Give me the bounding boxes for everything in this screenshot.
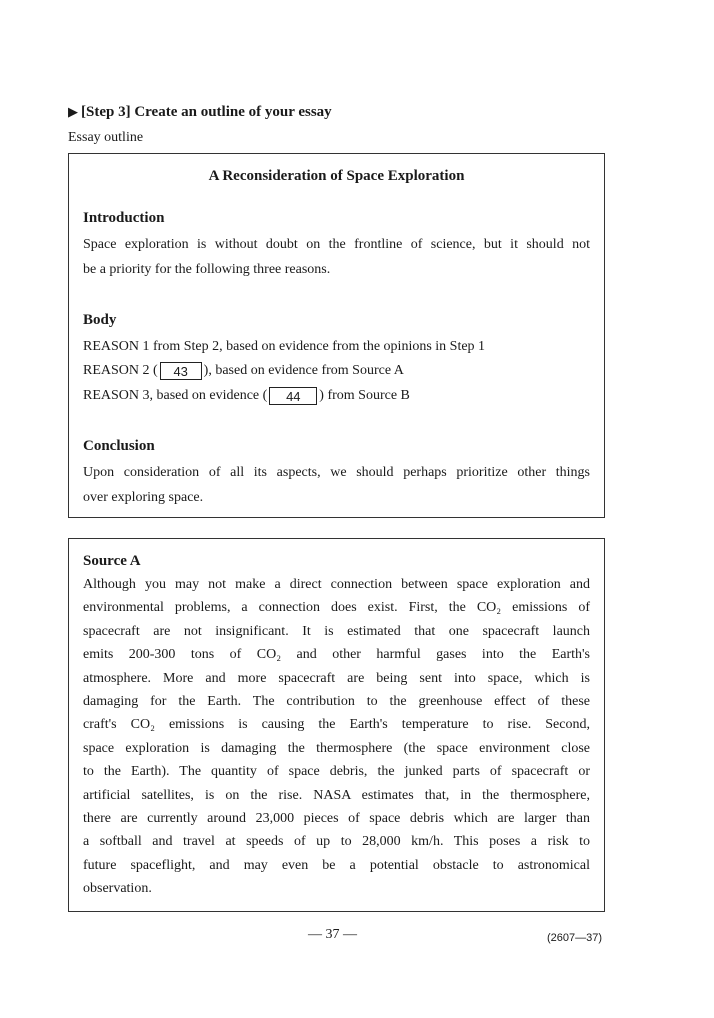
step-heading-text: [Step 3] Create an outline of your essay (81, 104, 332, 120)
source-a-line: space exploration is damaging the thermosphere (the space environment close (83, 740, 590, 756)
triangle-marker-icon: ▶ (68, 104, 78, 119)
answer-box-44[interactable]: 44 (269, 387, 317, 405)
answer-box-43[interactable]: 43 (160, 362, 202, 380)
source-a-line: atmosphere. More and more spacecraft are being sent into space, which is (83, 670, 590, 686)
source-a-line: craft's CO₂ emissions is causing the Earth's temperature to rise. Second, (83, 717, 590, 733)
source-a-line: Although you may not make a direct connection between space exploration and (83, 577, 590, 592)
essay-outline-label: Essay outline (68, 130, 144, 145)
reason-3-prefix: REASON 3, based on evidence ( (83, 388, 268, 404)
source-a-line: there are currently around 23,000 pieces of space debris which are larger than (83, 811, 590, 826)
body-heading: Body (83, 312, 117, 328)
source-a-line: environmental problems, a connection does exist. First, the CO₂ emissions of (83, 600, 590, 616)
source-a-line: to the Earth). The quantity of space debris, the junked parts of spacecraft or (83, 764, 590, 780)
reason-2 (83, 362, 590, 380)
page-number: — 37 — (308, 927, 357, 942)
source-a-line: a softball and travel at speeds of up to 28,000 km/h. This poses a risk to (83, 834, 590, 850)
introduction-line: be a priority for the following three reasons. (83, 262, 331, 277)
source-a-line: future spaceflight, and may even be a potential obstacle to astronomical (83, 857, 590, 873)
step-heading (68, 104, 332, 121)
page-code: (2607—37) (547, 932, 603, 944)
source-a-line: artificial satellites, is on the rise. NASA estimates that, in the thermosphere, (83, 787, 590, 803)
source-a-heading: Source A (83, 553, 141, 569)
introduction-heading: Introduction (83, 210, 165, 226)
conclusion-heading: Conclusion (83, 438, 155, 454)
source-a-line: spacecraft are not insignificant. It is estimated that one spacecraft launch (83, 623, 590, 639)
reason-2-prefix: REASON 2 ( (83, 363, 158, 379)
reason-1: REASON 1 from Step 2, based on evidence from the opinions in Step 1 (83, 339, 486, 354)
essay-outline-box (68, 153, 605, 518)
reason-3 (83, 387, 590, 405)
reason-2-suffix: ), based on evidence from Source A (203, 363, 404, 379)
introduction-line: Space exploration is without doubt on the frontline of science, but it should not (83, 237, 590, 252)
essay-title: A Reconsideration of Space Exploration (208, 168, 465, 184)
reason-3-suffix: ) from Source B (319, 388, 410, 404)
conclusion-line: Upon consideration of all its aspects, we should perhaps prioritize other things (83, 465, 590, 480)
conclusion-line: over exploring space. (83, 490, 204, 505)
source-a-line: observation. (83, 881, 152, 897)
source-a-box (68, 538, 605, 912)
source-a-line: damaging for the Earth. The contribution to the greenhouse effect of these (83, 694, 590, 709)
source-a-line: emits 200-300 tons of CO₂ and other harmful gases into the Earth's (83, 647, 590, 663)
